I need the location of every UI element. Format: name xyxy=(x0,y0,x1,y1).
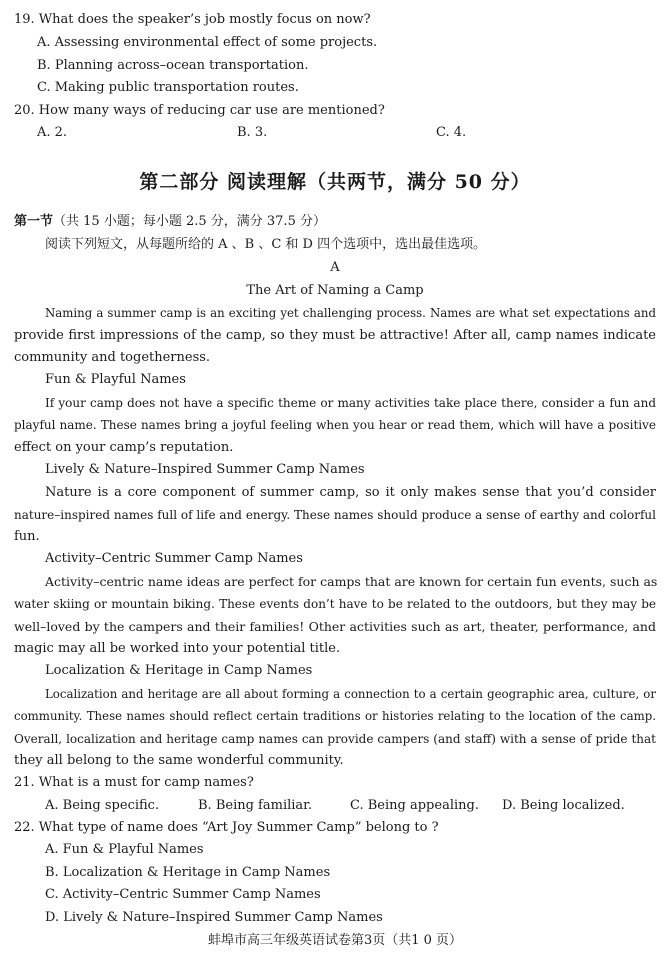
question-19-option-b: B. Planning across–ocean transportation. xyxy=(37,58,309,73)
paragraph-2-line-2: playful name. These names bring a joyful feeling when you hear or read them, which will have a positive xyxy=(14,418,656,432)
paragraph-1-line-1: Naming a summer camp is an exciting yet challenging process. Names are what set expectations and xyxy=(45,306,656,320)
paragraph-4-line-3: well–loved by the campers and their families! Other activities such as art, theater, performance, and xyxy=(14,619,656,634)
subheading-nature-inspired: Lively & Nature–Inspired Summer Camp Names xyxy=(45,462,365,477)
paragraph-3-line-3: fun. xyxy=(14,529,40,544)
subheading-localization-heritage: Localization & Heritage in Camp Names xyxy=(45,663,313,678)
question-21-option-c: C. Being appealing. xyxy=(350,798,479,813)
paragraph-5-line-2: community. These names should reflect certain traditions or histories relating to the location of the camp. xyxy=(14,709,656,723)
passage-title: The Art of Naming a Camp xyxy=(246,283,424,298)
question-20-option-b: B. 3. xyxy=(237,125,268,140)
section-1-label: 第一节 xyxy=(14,214,54,229)
passage-letter: A xyxy=(330,260,340,275)
question-22-option-b: B. Localization & Heritage in Camp Names xyxy=(45,865,331,880)
question-21-stem: 21. What is a must for camp names? xyxy=(14,775,254,790)
paragraph-1-line-3: community and togetherness. xyxy=(14,350,211,365)
question-21-option-d: D. Being localized. xyxy=(502,798,625,813)
question-22-option-c: C. Activity–Centric Summer Camp Names xyxy=(45,887,321,902)
question-22-stem: 22. What type of name does “Art Joy Summer Camp” belong to ? xyxy=(14,820,439,835)
question-21-option-b: B. Being familiar. xyxy=(198,798,313,813)
section-1-info: （共 15 小题；每小题 2.5 分，满分 37.5 分） xyxy=(53,214,326,229)
page-footer: 蚌埠市高三年级英语试卷第3页（共1 0 页） xyxy=(207,933,463,948)
paragraph-5-line-4: they all belong to the same wonderful community. xyxy=(14,753,344,768)
paragraph-4-line-2: water skiing or mountain biking. These events don’t have to be related to the outdoors, but they may be xyxy=(14,597,656,611)
paragraph-3-line-1: Nature is a core component of summer camp, so it only makes sense that you’d consider xyxy=(45,485,656,500)
paragraph-4-line-4: magic may all be worked into your potential title. xyxy=(14,641,341,656)
paragraph-1-line-2: provide first impressions of the camp, so they must be attractive! After all, camp names indicate xyxy=(14,328,656,343)
paragraph-4-line-1: Activity–centric name ideas are perfect for camps that are known for certain fun events, such as xyxy=(45,574,658,589)
question-19-option-a: A. Assessing environmental effect of some projects. xyxy=(37,35,378,50)
paragraph-3-line-2: nature–inspired names full of life and energy. These names should produce a sense of earthy and colorful xyxy=(14,508,656,522)
question-20-stem: 20. How many ways of reducing car use are mentioned? xyxy=(14,103,385,118)
paragraph-2-line-1: If your camp does not have a specific theme or many activities take place there, consider a fun and xyxy=(45,396,656,410)
paragraph-2-line-3: effect on your camp’s reputation. xyxy=(14,440,234,455)
part-2-heading: 第二部分 阅读理解（共两节，满分 50 分） xyxy=(139,171,531,193)
question-20-option-c: C. 4. xyxy=(436,125,467,140)
question-22-option-d: D. Lively & Nature–Inspired Summer Camp Names xyxy=(45,910,383,925)
question-22-option-a: A. Fun & Playful Names xyxy=(45,842,204,857)
question-21-option-a: A. Being specific. xyxy=(45,798,160,813)
paragraph-5-line-1: Localization and heritage are all about forming a connection to a certain geographic area, culture, or xyxy=(45,687,656,701)
subheading-fun-playful: Fun & Playful Names xyxy=(45,372,186,387)
subheading-activity-centric: Activity–Centric Summer Camp Names xyxy=(45,551,303,566)
question-19-option-c: C. Making public transportation routes. xyxy=(37,80,299,95)
question-20-option-a: A. 2. xyxy=(37,125,68,140)
paragraph-5-line-3: Overall, localization and heritage camp names can provide campers (and staff) with a sense of pride that xyxy=(14,732,656,746)
section-1-header xyxy=(14,213,326,231)
question-19-stem: 19. What does the speaker’s job mostly focus on now? xyxy=(14,12,371,27)
section-1-instruction: 阅读下列短文，从每题所给的 A 、B 、C 和 D 四个选项中，选出最佳选项。 xyxy=(45,237,487,252)
